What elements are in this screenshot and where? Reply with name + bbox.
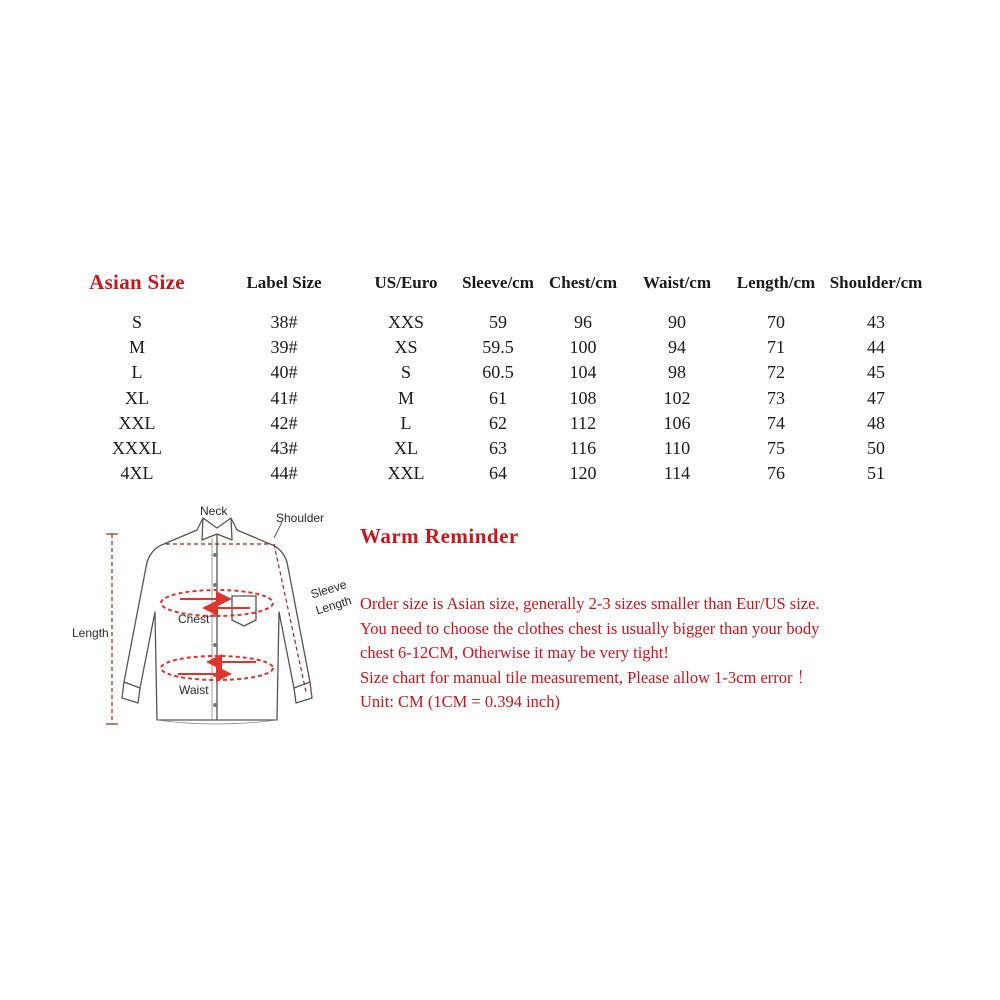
cell-length: 70 <box>767 312 785 332</box>
cell-waist: 114 <box>663 463 691 484</box>
cell-waist: 110 <box>663 438 691 458</box>
cell-shoulder: 43 <box>867 312 885 332</box>
cell-waist: 94 <box>668 337 686 358</box>
cell-label-size: 43# <box>270 438 298 458</box>
cell-shoulder: 48 <box>867 412 885 433</box>
cell-sleeve: 64 <box>489 463 507 484</box>
shoulder-label: Shoulder <box>276 511 325 525</box>
cell-label-size: 39# <box>270 337 298 358</box>
cell-length: 72 <box>767 362 785 383</box>
cell-sleeve: 59.5 <box>482 337 514 358</box>
cell-chest: 108 <box>569 387 597 408</box>
cell-sleeve: 61 <box>489 387 507 408</box>
cell-us-euro: XXS <box>387 312 425 332</box>
cell-us-euro: XXL <box>387 463 425 484</box>
header-shoulder: Shoulder/cm <box>829 273 923 292</box>
waist-label: Waist <box>179 683 209 697</box>
cell-length: 74 <box>767 412 785 433</box>
cell-chest: 116 <box>569 438 597 458</box>
cell-waist: 90 <box>668 312 686 332</box>
cell-asian-size: L <box>131 362 143 383</box>
cell-shoulder: 51 <box>867 463 885 484</box>
cell-shoulder: 44 <box>867 337 885 358</box>
cell-asian-size: 4XL <box>120 463 154 484</box>
cell-waist: 102 <box>663 387 691 408</box>
cell-length: 71 <box>767 337 785 358</box>
reminder-line: Order size is Asian size, generally 2-3 sizes smaller than Eur/US size. <box>360 594 820 613</box>
cell-asian-size: XXXL <box>112 438 162 458</box>
cell-chest: 96 <box>574 312 592 332</box>
header-sleeve: Sleeve/cm <box>462 273 534 292</box>
header-us-euro: US/Euro <box>374 273 438 292</box>
warm-reminder-text <box>360 592 980 715</box>
header-length: Length/cm <box>736 273 816 292</box>
cell-sleeve: 59 <box>489 312 507 332</box>
cell-length: 76 <box>767 463 785 484</box>
reminder-line: Size chart for manual tile measurement, Please allow 1-3cm error ！ <box>360 667 814 687</box>
header-waist: Waist/cm <box>643 273 711 292</box>
cell-shoulder: 45 <box>867 362 885 383</box>
cell-sleeve: 63 <box>489 438 507 458</box>
chest-label: Chest <box>178 612 210 626</box>
cell-label-size: 38# <box>270 312 298 332</box>
unit-note: Unit: CM (1CM = 0.394 inch) <box>360 692 560 711</box>
cell-length: 73 <box>767 387 785 408</box>
cell-chest: 104 <box>569 362 597 383</box>
cell-waist: 98 <box>668 362 686 383</box>
reminder-line: You need to choose the clothes chest is usually bigger than your body <box>360 618 820 638</box>
cell-waist: 106 <box>663 412 691 433</box>
cell-chest: 100 <box>569 337 597 358</box>
cell-asian-size: XXL <box>118 412 156 433</box>
sleeve-label: Sleeve <box>309 577 349 602</box>
cell-label-size: 44# <box>270 463 298 484</box>
cell-asian-size: M <box>128 337 146 358</box>
cell-us-euro: M <box>397 387 415 408</box>
cell-shoulder: 50 <box>867 438 885 458</box>
shirt-measurement-icon <box>60 500 360 735</box>
header-chest: Chest/cm <box>549 273 617 292</box>
cell-us-euro: XL <box>394 438 418 458</box>
cell-asian-size: XL <box>125 387 149 408</box>
cell-label-size: 40# <box>270 362 298 383</box>
cell-chest: 112 <box>569 412 597 433</box>
neck-label: Neck <box>200 504 228 518</box>
cell-label-size: 42# <box>270 412 298 433</box>
cell-label-size: 41# <box>270 387 298 408</box>
cell-chest: 120 <box>569 463 597 484</box>
cell-sleeve: 60.5 <box>482 362 514 383</box>
length-label: Length <box>72 626 109 640</box>
sleeve-length-label: Length <box>314 593 354 618</box>
cell-us-euro: L <box>400 412 412 433</box>
header-label-size: Label Size <box>246 273 322 292</box>
cell-us-euro: XS <box>394 337 418 358</box>
cell-asian-size: S <box>131 312 143 332</box>
shirt-measurement-diagram <box>60 500 360 735</box>
cell-sleeve: 62 <box>489 412 507 433</box>
warm-reminder-title: Warm Reminder <box>360 524 519 548</box>
cell-us-euro: S <box>400 362 412 383</box>
cell-shoulder: 47 <box>867 387 885 408</box>
reminder-line: chest 6-12CM, Otherwise it may be very tight! <box>360 643 669 662</box>
cell-length: 75 <box>767 438 785 458</box>
header-asian-size: Asian Size <box>89 270 185 294</box>
